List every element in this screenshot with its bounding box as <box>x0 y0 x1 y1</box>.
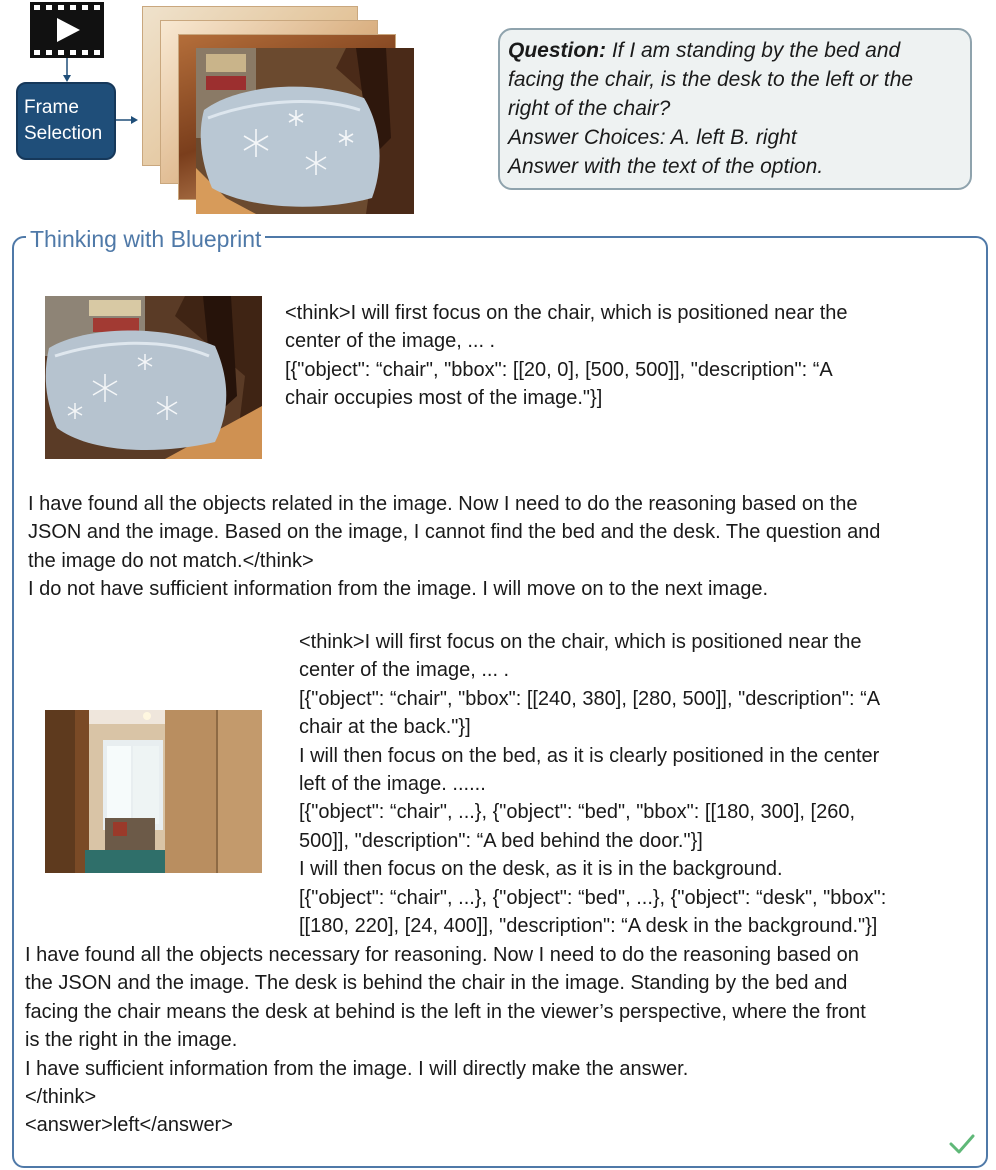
frame-image-chair <box>45 296 262 459</box>
question-first-line: If I am standing by the bed and <box>606 39 901 62</box>
text-line: center of the image, ... . <box>285 330 496 353</box>
question-line-0 <box>508 36 962 65</box>
text-line: 500]], "description": “A bed behind the door."}] <box>299 829 703 852</box>
reasoning2-text <box>25 941 983 1140</box>
video-film-icon <box>30 2 104 58</box>
text-line: I have sufficient information from the image. I will directly make the answer. <box>25 1057 689 1080</box>
text-line: left of the image. ...... <box>299 773 486 796</box>
question-prefix: Question: <box>508 39 606 62</box>
text-line: I have found all the objects necessary for reasoning. Now I need to do the reasoning based on <box>25 944 859 966</box>
text-line: [{"object": “chair", ...}, {"object": “bed", "bbox": [[180, 300], [260, <box>299 801 856 824</box>
text-line: I will then focus on the desk, as it is in the background. <box>299 858 783 881</box>
text-line: is the right in the image. <box>25 1029 238 1052</box>
step2-think-text <box>299 628 979 940</box>
checkmark-icon <box>948 1132 976 1156</box>
text-line: I will then focus on the bed, as it is clearly positioned in the center <box>299 744 880 767</box>
text-line: [{"object": “chair", ...}, {"object": “bed", ...}, {"object": “desk", "bbox": <box>299 886 887 909</box>
text-line: JSON and the image. Based on the image, I cannot find the bed and the desk. The question and <box>28 521 881 544</box>
text-line: facing the chair means the desk at behind is the left in the viewer’s perspective, where the front <box>25 1000 866 1023</box>
text-line: chair occupies most of the image."}] <box>285 387 603 410</box>
arrow-right <box>116 115 138 125</box>
text-line: chair at the back."}] <box>299 716 471 739</box>
text-line: [{"object": “chair", "bbox": [[20, 0], [500, 500]], "description": “A <box>285 358 833 381</box>
question-box <box>498 28 972 190</box>
question-line: right of the chair? <box>508 97 671 120</box>
answer-choices-line: Answer Choices: A. left B. right <box>508 126 797 149</box>
text-line: the JSON and the image. The desk is behind the chair in the image. Standing by the bed and <box>25 972 848 995</box>
frame-image-room <box>45 710 262 873</box>
step1-think-text <box>285 299 975 413</box>
text-line: the image do not match.</think> <box>28 549 314 572</box>
text-line: <think>I will first focus on the chair, which is positioned near the <box>299 631 862 653</box>
frame-selection-line-2: Selection <box>24 123 103 144</box>
answer-line: <answer>left</answer> <box>25 1114 233 1137</box>
frame-selection-line-1: Frame <box>24 97 79 118</box>
text-line: I have found all the objects related in the image. Now I need to do the reasoning based on the <box>28 493 858 515</box>
frame-selection-box <box>16 82 116 160</box>
text-line: center of the image, ... . <box>299 659 510 682</box>
panel-title: Thinking with Blueprint <box>26 224 265 254</box>
reasoning1-text <box>28 490 983 604</box>
arrow-down <box>62 58 72 82</box>
answer-instruction-line: Answer with the text of the option. <box>508 155 824 178</box>
question-line: facing the chair, is the desk to the left or the <box>508 68 914 91</box>
text-line: </think> <box>25 1086 97 1109</box>
video-frame-chair-cushion <box>196 48 414 214</box>
text-line: I do not have sufficient information from the image. I will move on to the next image. <box>28 578 769 601</box>
text-line: [[180, 220], [24, 400]], "description": “A desk in the background."}] <box>299 915 878 938</box>
text-line: <think>I will first focus on the chair, which is positioned near the <box>285 302 848 324</box>
text-line: [{"object": “chair", "bbox": [[240, 380], [280, 500]], "description": “A <box>299 687 881 710</box>
